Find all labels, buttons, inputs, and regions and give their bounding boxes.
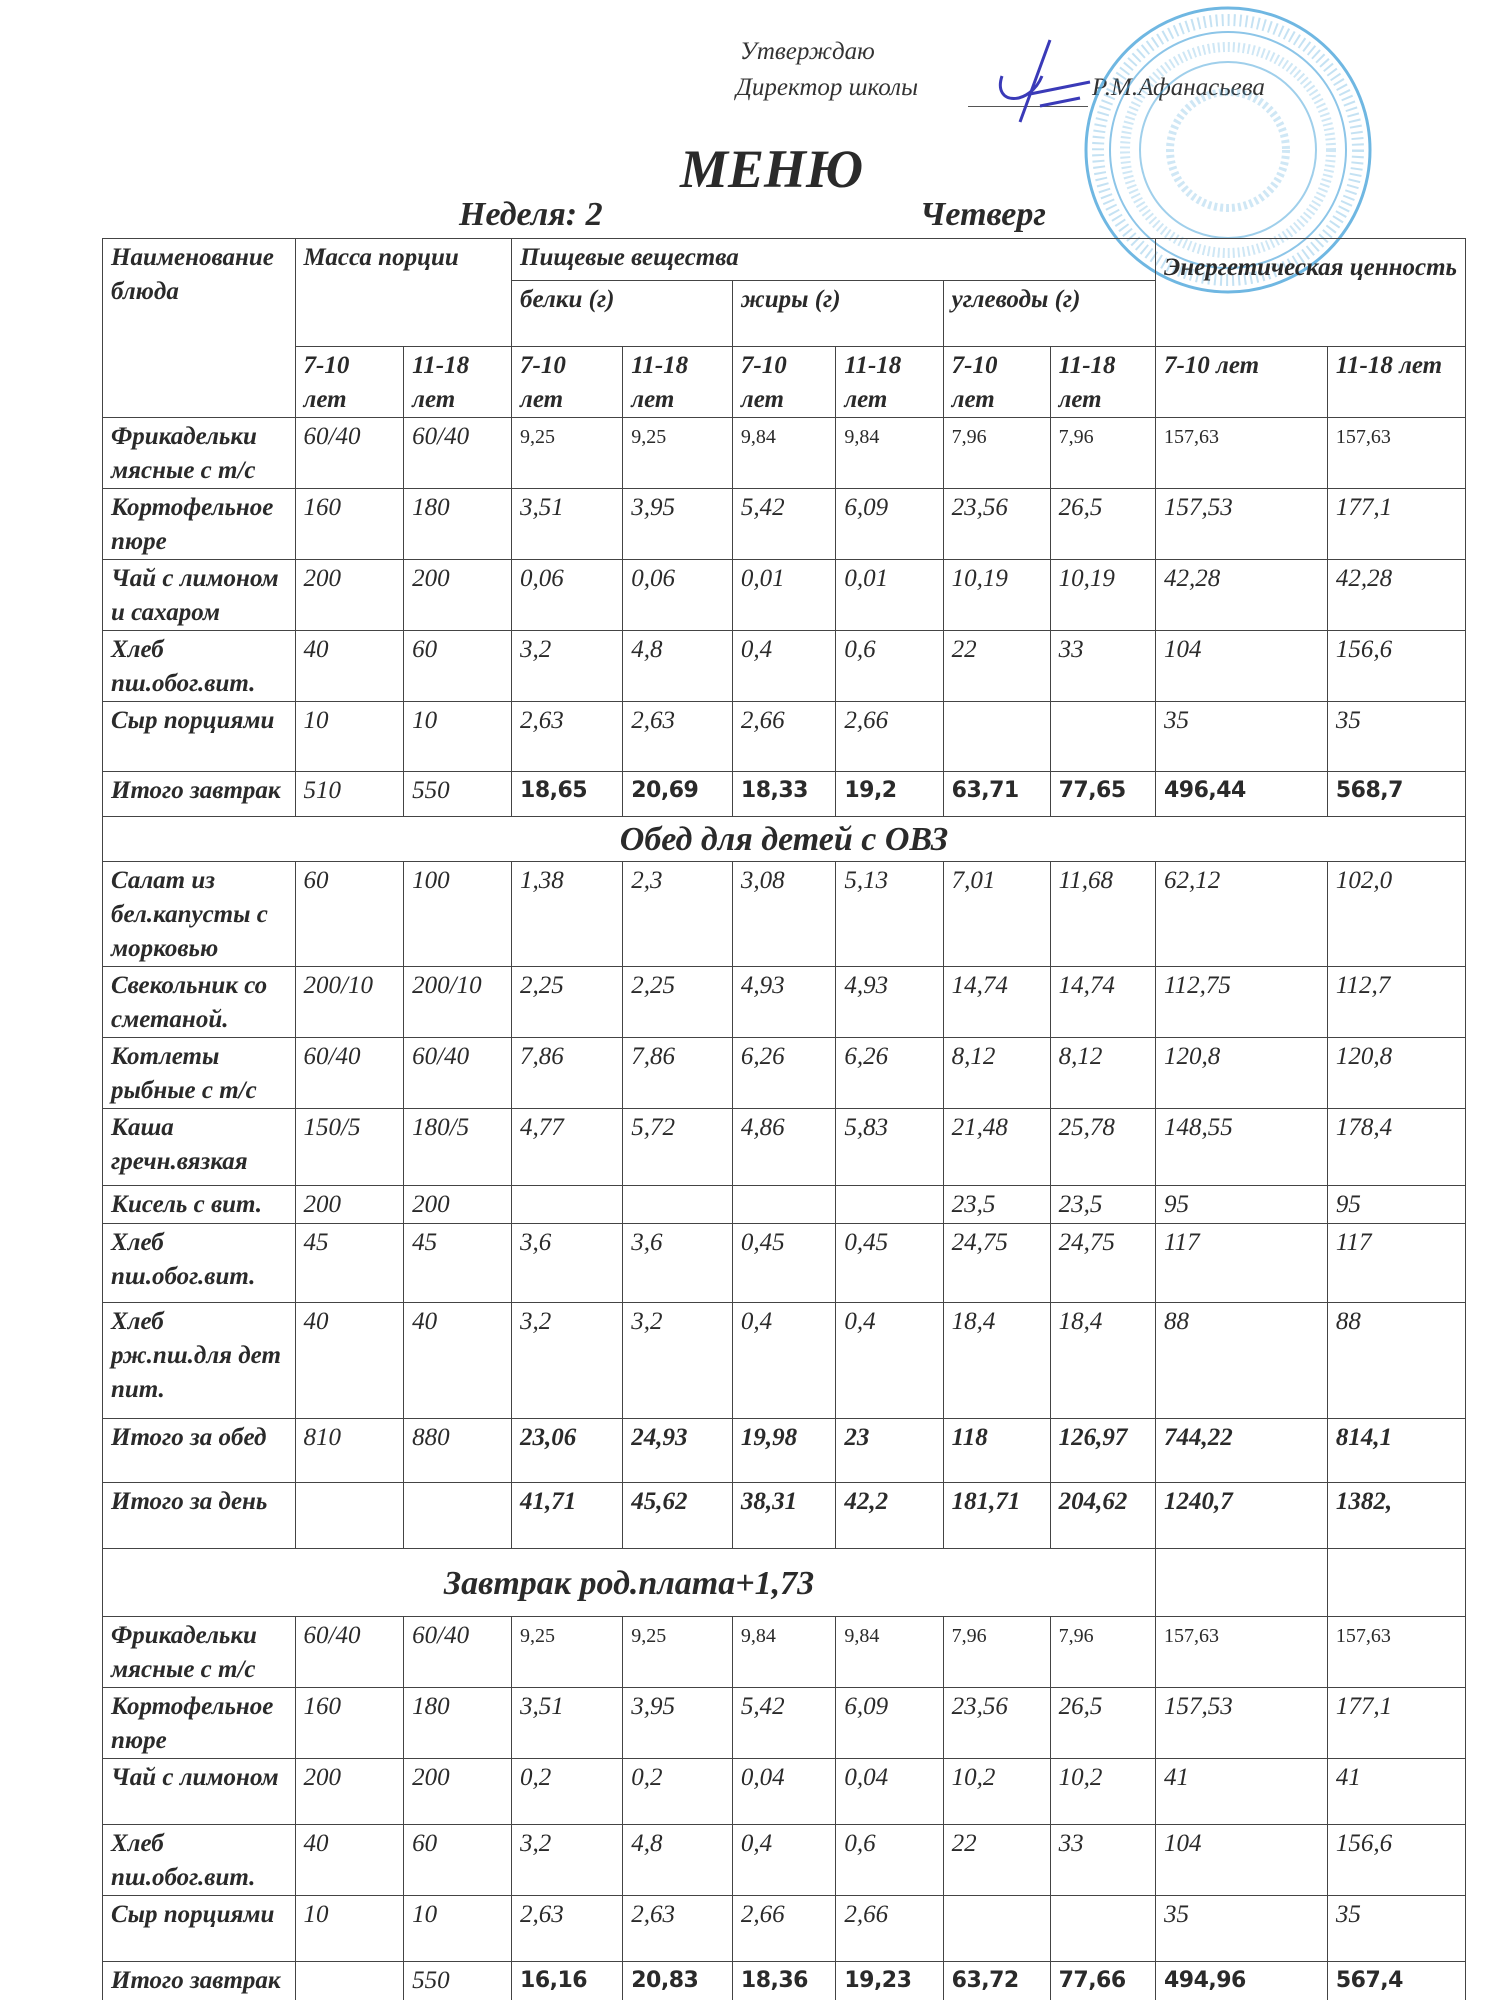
value-cell: 157,63 bbox=[1327, 418, 1465, 489]
value-cell: 814,1 bbox=[1327, 1419, 1465, 1483]
value-cell: 7,86 bbox=[512, 1038, 623, 1109]
header-age-group: 11-18 лет bbox=[1050, 347, 1155, 418]
value-cell: 88 bbox=[1327, 1303, 1465, 1419]
value-cell: 60 bbox=[295, 862, 404, 967]
value-cell: 2,66 bbox=[836, 1896, 943, 1962]
header-age-group: 7-10 лет bbox=[512, 347, 623, 418]
table-row bbox=[103, 560, 1466, 631]
value-cell: 21,48 bbox=[943, 1109, 1050, 1186]
value-cell: 18,4 bbox=[1050, 1303, 1155, 1419]
value-cell: 4,93 bbox=[732, 967, 835, 1038]
value-cell: 117 bbox=[1327, 1224, 1465, 1303]
header-age-row bbox=[103, 347, 1466, 418]
value-cell: 0,04 bbox=[732, 1759, 835, 1825]
value-cell: 41,71 bbox=[512, 1483, 623, 1549]
dish-name: Чай с лимоном и сахаром bbox=[103, 560, 296, 631]
value-cell: 42,28 bbox=[1327, 560, 1465, 631]
dish-name: Хлеб пш.обог.вит. bbox=[103, 1224, 296, 1303]
value-cell: 42,28 bbox=[1155, 560, 1327, 631]
value-cell: 9,84 bbox=[732, 1617, 835, 1688]
dish-name: Кисель с вит. bbox=[103, 1186, 296, 1224]
header-fats: жиры (г) bbox=[732, 281, 943, 347]
value-cell: 14,74 bbox=[1050, 967, 1155, 1038]
table-row bbox=[103, 1617, 1466, 1688]
value-cell: 180/5 bbox=[404, 1109, 512, 1186]
value-cell: 40 bbox=[295, 1303, 404, 1419]
value-cell: 100 bbox=[404, 862, 512, 967]
value-cell: 3,51 bbox=[512, 1688, 623, 1759]
value-cell: 3,6 bbox=[623, 1224, 733, 1303]
value-cell: 200 bbox=[295, 1759, 404, 1825]
value-cell bbox=[943, 702, 1050, 772]
value-cell: 200/10 bbox=[404, 967, 512, 1038]
value-cell: 1,38 bbox=[512, 862, 623, 967]
table-row bbox=[103, 1688, 1466, 1759]
value-cell: 24,75 bbox=[1050, 1224, 1155, 1303]
value-cell: 35 bbox=[1327, 1896, 1465, 1962]
table-row bbox=[103, 702, 1466, 772]
table-row bbox=[103, 418, 1466, 489]
table-row bbox=[103, 1303, 1466, 1419]
empty-cell bbox=[1327, 1549, 1465, 1617]
value-cell: 0,06 bbox=[623, 560, 733, 631]
value-cell: 744,22 bbox=[1155, 1419, 1327, 1483]
value-cell: 77,66 bbox=[1050, 1962, 1155, 2000]
value-cell: 2,66 bbox=[836, 702, 943, 772]
dish-name: Хлеб пш.обог.вит. bbox=[103, 631, 296, 702]
dish-name: Каша гречн.вязкая bbox=[103, 1109, 296, 1186]
value-cell: 5,72 bbox=[623, 1109, 733, 1186]
value-cell: 63,72 bbox=[943, 1962, 1050, 2000]
value-cell: 10,19 bbox=[943, 560, 1050, 631]
value-cell: 10,2 bbox=[943, 1759, 1050, 1825]
value-cell bbox=[836, 1186, 943, 1224]
value-cell bbox=[295, 1483, 404, 1549]
section-title: Обед для детей с ОВЗ bbox=[103, 817, 1466, 862]
value-cell: 550 bbox=[404, 1962, 512, 2000]
value-cell: 102,0 bbox=[1327, 862, 1465, 967]
value-cell: 40 bbox=[295, 631, 404, 702]
value-cell: 160 bbox=[295, 489, 404, 560]
value-cell: 2,63 bbox=[512, 702, 623, 772]
value-cell: 18,4 bbox=[943, 1303, 1050, 1419]
value-cell: 62,12 bbox=[1155, 862, 1327, 967]
value-cell: 77,65 bbox=[1050, 772, 1155, 817]
dish-name: Итого за обед bbox=[103, 1419, 296, 1483]
value-cell: 200 bbox=[404, 1759, 512, 1825]
value-cell: 7,86 bbox=[623, 1038, 733, 1109]
value-cell bbox=[295, 1962, 404, 2000]
table-row bbox=[103, 1224, 1466, 1303]
total-row bbox=[103, 1419, 1466, 1483]
value-cell: 42,2 bbox=[836, 1483, 943, 1549]
value-cell: 2,25 bbox=[623, 967, 733, 1038]
value-cell bbox=[1050, 702, 1155, 772]
value-cell: 9,25 bbox=[512, 418, 623, 489]
value-cell: 1382, bbox=[1327, 1483, 1465, 1549]
dish-name: Итого завтрак bbox=[103, 1962, 296, 2000]
value-cell: 95 bbox=[1327, 1186, 1465, 1224]
dish-name: Фрикадельки мясные с т/с bbox=[103, 418, 296, 489]
value-cell: 5,42 bbox=[732, 489, 835, 560]
value-cell: 0,6 bbox=[836, 631, 943, 702]
value-cell: 156,6 bbox=[1327, 631, 1465, 702]
value-cell: 0,06 bbox=[512, 560, 623, 631]
value-cell: 10,2 bbox=[1050, 1759, 1155, 1825]
value-cell: 117 bbox=[1155, 1224, 1327, 1303]
value-cell: 510 bbox=[295, 772, 404, 817]
value-cell: 2,63 bbox=[623, 1896, 733, 1962]
header-age-group: 11-18 лет bbox=[836, 347, 943, 418]
value-cell: 6,26 bbox=[732, 1038, 835, 1109]
value-cell: 0,6 bbox=[836, 1825, 943, 1896]
value-cell: 9,84 bbox=[836, 418, 943, 489]
dish-name: Итого за день bbox=[103, 1483, 296, 1549]
value-cell: 177,1 bbox=[1327, 489, 1465, 560]
value-cell: 20,83 bbox=[623, 1962, 733, 2000]
value-cell: 35 bbox=[1155, 1896, 1327, 1962]
approval-position: Директор школы bbox=[736, 74, 918, 101]
value-cell: 7,96 bbox=[943, 1617, 1050, 1688]
value-cell: 180 bbox=[404, 489, 512, 560]
table-row bbox=[103, 1109, 1466, 1186]
table-row bbox=[103, 967, 1466, 1038]
value-cell: 60 bbox=[404, 631, 512, 702]
value-cell: 5,42 bbox=[732, 1688, 835, 1759]
value-cell: 7,96 bbox=[1050, 418, 1155, 489]
value-cell: 118 bbox=[943, 1419, 1050, 1483]
director-name: Р.М.Афанасьева bbox=[1092, 74, 1265, 101]
header-proteins: белки (г) bbox=[512, 281, 733, 347]
total-row bbox=[103, 772, 1466, 817]
value-cell: 5,83 bbox=[836, 1109, 943, 1186]
dish-name: Свекольник со сметаной. bbox=[103, 967, 296, 1038]
value-cell: 10 bbox=[404, 702, 512, 772]
value-cell: 3,2 bbox=[512, 631, 623, 702]
value-cell: 181,71 bbox=[943, 1483, 1050, 1549]
value-cell: 60/40 bbox=[295, 418, 404, 489]
header-energy: Энергетическая ценность bbox=[1155, 239, 1465, 347]
empty-cell bbox=[1155, 1549, 1327, 1617]
value-cell: 23,56 bbox=[943, 489, 1050, 560]
value-cell: 180 bbox=[404, 1688, 512, 1759]
value-cell: 16,16 bbox=[512, 1962, 623, 2000]
value-cell: 112,75 bbox=[1155, 967, 1327, 1038]
value-cell: 4,8 bbox=[623, 1825, 733, 1896]
value-cell: 120,8 bbox=[1327, 1038, 1465, 1109]
value-cell: 2,63 bbox=[623, 702, 733, 772]
value-cell: 157,63 bbox=[1327, 1617, 1465, 1688]
value-cell: 19,98 bbox=[732, 1419, 835, 1483]
table-row bbox=[103, 631, 1466, 702]
value-cell: 160 bbox=[295, 1688, 404, 1759]
value-cell: 23,06 bbox=[512, 1419, 623, 1483]
value-cell: 5,13 bbox=[836, 862, 943, 967]
value-cell: 9,25 bbox=[512, 1617, 623, 1688]
header-age-group: 7-10 лет bbox=[1155, 347, 1327, 418]
value-cell: 88 bbox=[1155, 1303, 1327, 1419]
value-cell: 95 bbox=[1155, 1186, 1327, 1224]
value-cell: 0,4 bbox=[732, 1825, 835, 1896]
value-cell: 20,69 bbox=[623, 772, 733, 817]
value-cell: 157,63 bbox=[1155, 418, 1327, 489]
value-cell: 6,09 bbox=[836, 489, 943, 560]
dish-name: Хлеб рж.пш.для дет пит. bbox=[103, 1303, 296, 1419]
value-cell: 156,6 bbox=[1327, 1825, 1465, 1896]
value-cell: 0,45 bbox=[732, 1224, 835, 1303]
value-cell: 2,66 bbox=[732, 1896, 835, 1962]
value-cell: 200 bbox=[404, 560, 512, 631]
value-cell: 3,2 bbox=[512, 1825, 623, 1896]
value-cell: 3,08 bbox=[732, 862, 835, 967]
value-cell: 0,4 bbox=[732, 631, 835, 702]
header-age-group: 11-18 лет bbox=[404, 347, 512, 418]
value-cell: 1240,7 bbox=[1155, 1483, 1327, 1549]
value-cell: 3,2 bbox=[623, 1303, 733, 1419]
header-age-group: 11-18 лет bbox=[1327, 347, 1465, 418]
value-cell: 19,23 bbox=[836, 1962, 943, 2000]
value-cell bbox=[1050, 1896, 1155, 1962]
value-cell: 4,86 bbox=[732, 1109, 835, 1186]
table-row bbox=[103, 1186, 1466, 1224]
header-dish-name: Наименование блюда bbox=[103, 239, 296, 418]
value-cell: 11,68 bbox=[1050, 862, 1155, 967]
dish-name: Чай с лимоном bbox=[103, 1759, 296, 1825]
dish-name: Кортофельное пюре bbox=[103, 489, 296, 560]
table-row bbox=[103, 862, 1466, 967]
dish-name: Хлеб пш.обог.вит. bbox=[103, 1825, 296, 1896]
value-cell: 23,56 bbox=[943, 1688, 1050, 1759]
dish-name: Итого завтрак bbox=[103, 772, 296, 817]
dish-name: Сыр порциями bbox=[103, 1896, 296, 1962]
value-cell: 157,53 bbox=[1155, 489, 1327, 560]
value-cell: 10,19 bbox=[1050, 560, 1155, 631]
value-cell: 45,62 bbox=[623, 1483, 733, 1549]
dish-name: Салат из бел.капусты с морковью bbox=[103, 862, 296, 967]
value-cell: 9,84 bbox=[836, 1617, 943, 1688]
value-cell bbox=[512, 1186, 623, 1224]
value-cell: 126,97 bbox=[1050, 1419, 1155, 1483]
table-row bbox=[103, 1825, 1466, 1896]
value-cell: 7,96 bbox=[943, 418, 1050, 489]
value-cell: 10 bbox=[404, 1896, 512, 1962]
value-cell: 33 bbox=[1050, 1825, 1155, 1896]
value-cell: 0,45 bbox=[836, 1224, 943, 1303]
value-cell: 45 bbox=[295, 1224, 404, 1303]
value-cell: 25,78 bbox=[1050, 1109, 1155, 1186]
header-age-group: 7-10 лет bbox=[732, 347, 835, 418]
value-cell: 148,55 bbox=[1155, 1109, 1327, 1186]
value-cell: 3,51 bbox=[512, 489, 623, 560]
value-cell: 2,25 bbox=[512, 967, 623, 1038]
value-cell bbox=[404, 1483, 512, 1549]
table-row bbox=[103, 1759, 1466, 1825]
value-cell: 9,25 bbox=[623, 418, 733, 489]
value-cell: 26,5 bbox=[1050, 489, 1155, 560]
value-cell: 10 bbox=[295, 1896, 404, 1962]
section-header-row bbox=[103, 817, 1466, 862]
value-cell: 63,71 bbox=[943, 772, 1050, 817]
value-cell bbox=[943, 1896, 1050, 1962]
dish-name: Кортофельное пюре bbox=[103, 1688, 296, 1759]
value-cell: 41 bbox=[1155, 1759, 1327, 1825]
value-cell: 7,96 bbox=[1050, 1617, 1155, 1688]
value-cell: 0,4 bbox=[836, 1303, 943, 1419]
value-cell: 568,7 bbox=[1327, 772, 1465, 817]
value-cell: 18,36 bbox=[732, 1962, 835, 2000]
value-cell: 3,2 bbox=[512, 1303, 623, 1419]
value-cell: 19,2 bbox=[836, 772, 943, 817]
value-cell: 104 bbox=[1155, 1825, 1327, 1896]
value-cell: 9,25 bbox=[623, 1617, 733, 1688]
value-cell: 4,8 bbox=[623, 631, 733, 702]
week-label: Неделя: 2 bbox=[459, 196, 603, 233]
value-cell: 60/40 bbox=[404, 1617, 512, 1688]
dish-name: Фрикадельки мясные с т/с bbox=[103, 1617, 296, 1688]
dish-name: Сыр порциями bbox=[103, 702, 296, 772]
value-cell: 4,93 bbox=[836, 967, 943, 1038]
value-cell: 200/10 bbox=[295, 967, 404, 1038]
value-cell: 0,2 bbox=[623, 1759, 733, 1825]
value-cell: 0,4 bbox=[732, 1303, 835, 1419]
value-cell: 18,65 bbox=[512, 772, 623, 817]
value-cell: 23 bbox=[836, 1419, 943, 1483]
value-cell: 60/40 bbox=[404, 418, 512, 489]
value-cell: 3,6 bbox=[512, 1224, 623, 1303]
value-cell: 10 bbox=[295, 702, 404, 772]
section-title: Завтрак род.плата+1,73 bbox=[103, 1549, 1156, 1617]
value-cell: 41 bbox=[1327, 1759, 1465, 1825]
value-cell: 0,01 bbox=[836, 560, 943, 631]
value-cell: 157,63 bbox=[1155, 1617, 1327, 1688]
value-cell: 22 bbox=[943, 631, 1050, 702]
value-cell: 200 bbox=[295, 1186, 404, 1224]
value-cell: 4,77 bbox=[512, 1109, 623, 1186]
menu-table bbox=[102, 238, 1466, 2000]
value-cell: 60 bbox=[404, 1825, 512, 1896]
value-cell: 120,8 bbox=[1155, 1038, 1327, 1109]
value-cell: 26,5 bbox=[1050, 1688, 1155, 1759]
value-cell: 23,5 bbox=[943, 1186, 1050, 1224]
value-cell: 14,74 bbox=[943, 967, 1050, 1038]
table-row bbox=[103, 1896, 1466, 1962]
value-cell: 3,95 bbox=[623, 1688, 733, 1759]
value-cell: 2,66 bbox=[732, 702, 835, 772]
value-cell bbox=[732, 1186, 835, 1224]
value-cell bbox=[623, 1186, 733, 1224]
value-cell: 60/40 bbox=[295, 1038, 404, 1109]
value-cell: 38,31 bbox=[732, 1483, 835, 1549]
value-cell: 24,75 bbox=[943, 1224, 1050, 1303]
value-cell: 0,04 bbox=[836, 1759, 943, 1825]
header-age-group: 7-10 лет bbox=[295, 347, 404, 418]
value-cell: 40 bbox=[295, 1825, 404, 1896]
value-cell: 6,26 bbox=[836, 1038, 943, 1109]
value-cell: 150/5 bbox=[295, 1109, 404, 1186]
value-cell: 40 bbox=[404, 1303, 512, 1419]
value-cell: 567,4 bbox=[1327, 1962, 1465, 2000]
value-cell: 112,7 bbox=[1327, 967, 1465, 1038]
value-cell: 0,01 bbox=[732, 560, 835, 631]
value-cell: 550 bbox=[404, 772, 512, 817]
value-cell: 0,2 bbox=[512, 1759, 623, 1825]
header-age-group: 11-18 лет bbox=[623, 347, 733, 418]
value-cell: 104 bbox=[1155, 631, 1327, 702]
value-cell: 35 bbox=[1327, 702, 1465, 772]
value-cell: 494,96 bbox=[1155, 1962, 1327, 2000]
total-row bbox=[103, 1483, 1466, 1549]
header-age-group: 7-10 лет bbox=[943, 347, 1050, 418]
value-cell: 22 bbox=[943, 1825, 1050, 1896]
page-title: МЕНЮ bbox=[680, 139, 864, 199]
dish-name: Котлеты рыбные с т/с bbox=[103, 1038, 296, 1109]
value-cell: 200 bbox=[295, 560, 404, 631]
value-cell: 9,84 bbox=[732, 418, 835, 489]
value-cell: 2,63 bbox=[512, 1896, 623, 1962]
value-cell: 157,53 bbox=[1155, 1688, 1327, 1759]
value-cell: 496,44 bbox=[1155, 772, 1327, 817]
value-cell: 880 bbox=[404, 1419, 512, 1483]
value-cell: 60/40 bbox=[404, 1038, 512, 1109]
header-portion-mass: Масса порции bbox=[295, 239, 512, 347]
header-row-1 bbox=[103, 239, 1466, 281]
value-cell: 810 bbox=[295, 1419, 404, 1483]
value-cell: 2,3 bbox=[623, 862, 733, 967]
header-carbs: углеводы (г) bbox=[943, 281, 1155, 347]
value-cell: 6,09 bbox=[836, 1688, 943, 1759]
table-row bbox=[103, 489, 1466, 560]
section-header-row bbox=[103, 1549, 1466, 1617]
value-cell: 200 bbox=[404, 1186, 512, 1224]
value-cell: 45 bbox=[404, 1224, 512, 1303]
total-row bbox=[103, 1962, 1466, 2000]
header-nutrients: Пищевые вещества bbox=[512, 239, 1156, 281]
value-cell: 204,62 bbox=[1050, 1483, 1155, 1549]
approval-line: Утверждаю bbox=[740, 38, 875, 65]
value-cell: 60/40 bbox=[295, 1617, 404, 1688]
value-cell: 8,12 bbox=[943, 1038, 1050, 1109]
value-cell: 178,4 bbox=[1327, 1109, 1465, 1186]
value-cell: 177,1 bbox=[1327, 1688, 1465, 1759]
value-cell: 18,33 bbox=[732, 772, 835, 817]
table-row bbox=[103, 1038, 1466, 1109]
value-cell: 8,12 bbox=[1050, 1038, 1155, 1109]
value-cell: 7,01 bbox=[943, 862, 1050, 967]
value-cell: 33 bbox=[1050, 631, 1155, 702]
day-label: Четверг bbox=[920, 196, 1046, 233]
value-cell: 23,5 bbox=[1050, 1186, 1155, 1224]
value-cell: 24,93 bbox=[623, 1419, 733, 1483]
value-cell: 35 bbox=[1155, 702, 1327, 772]
value-cell: 3,95 bbox=[623, 489, 733, 560]
